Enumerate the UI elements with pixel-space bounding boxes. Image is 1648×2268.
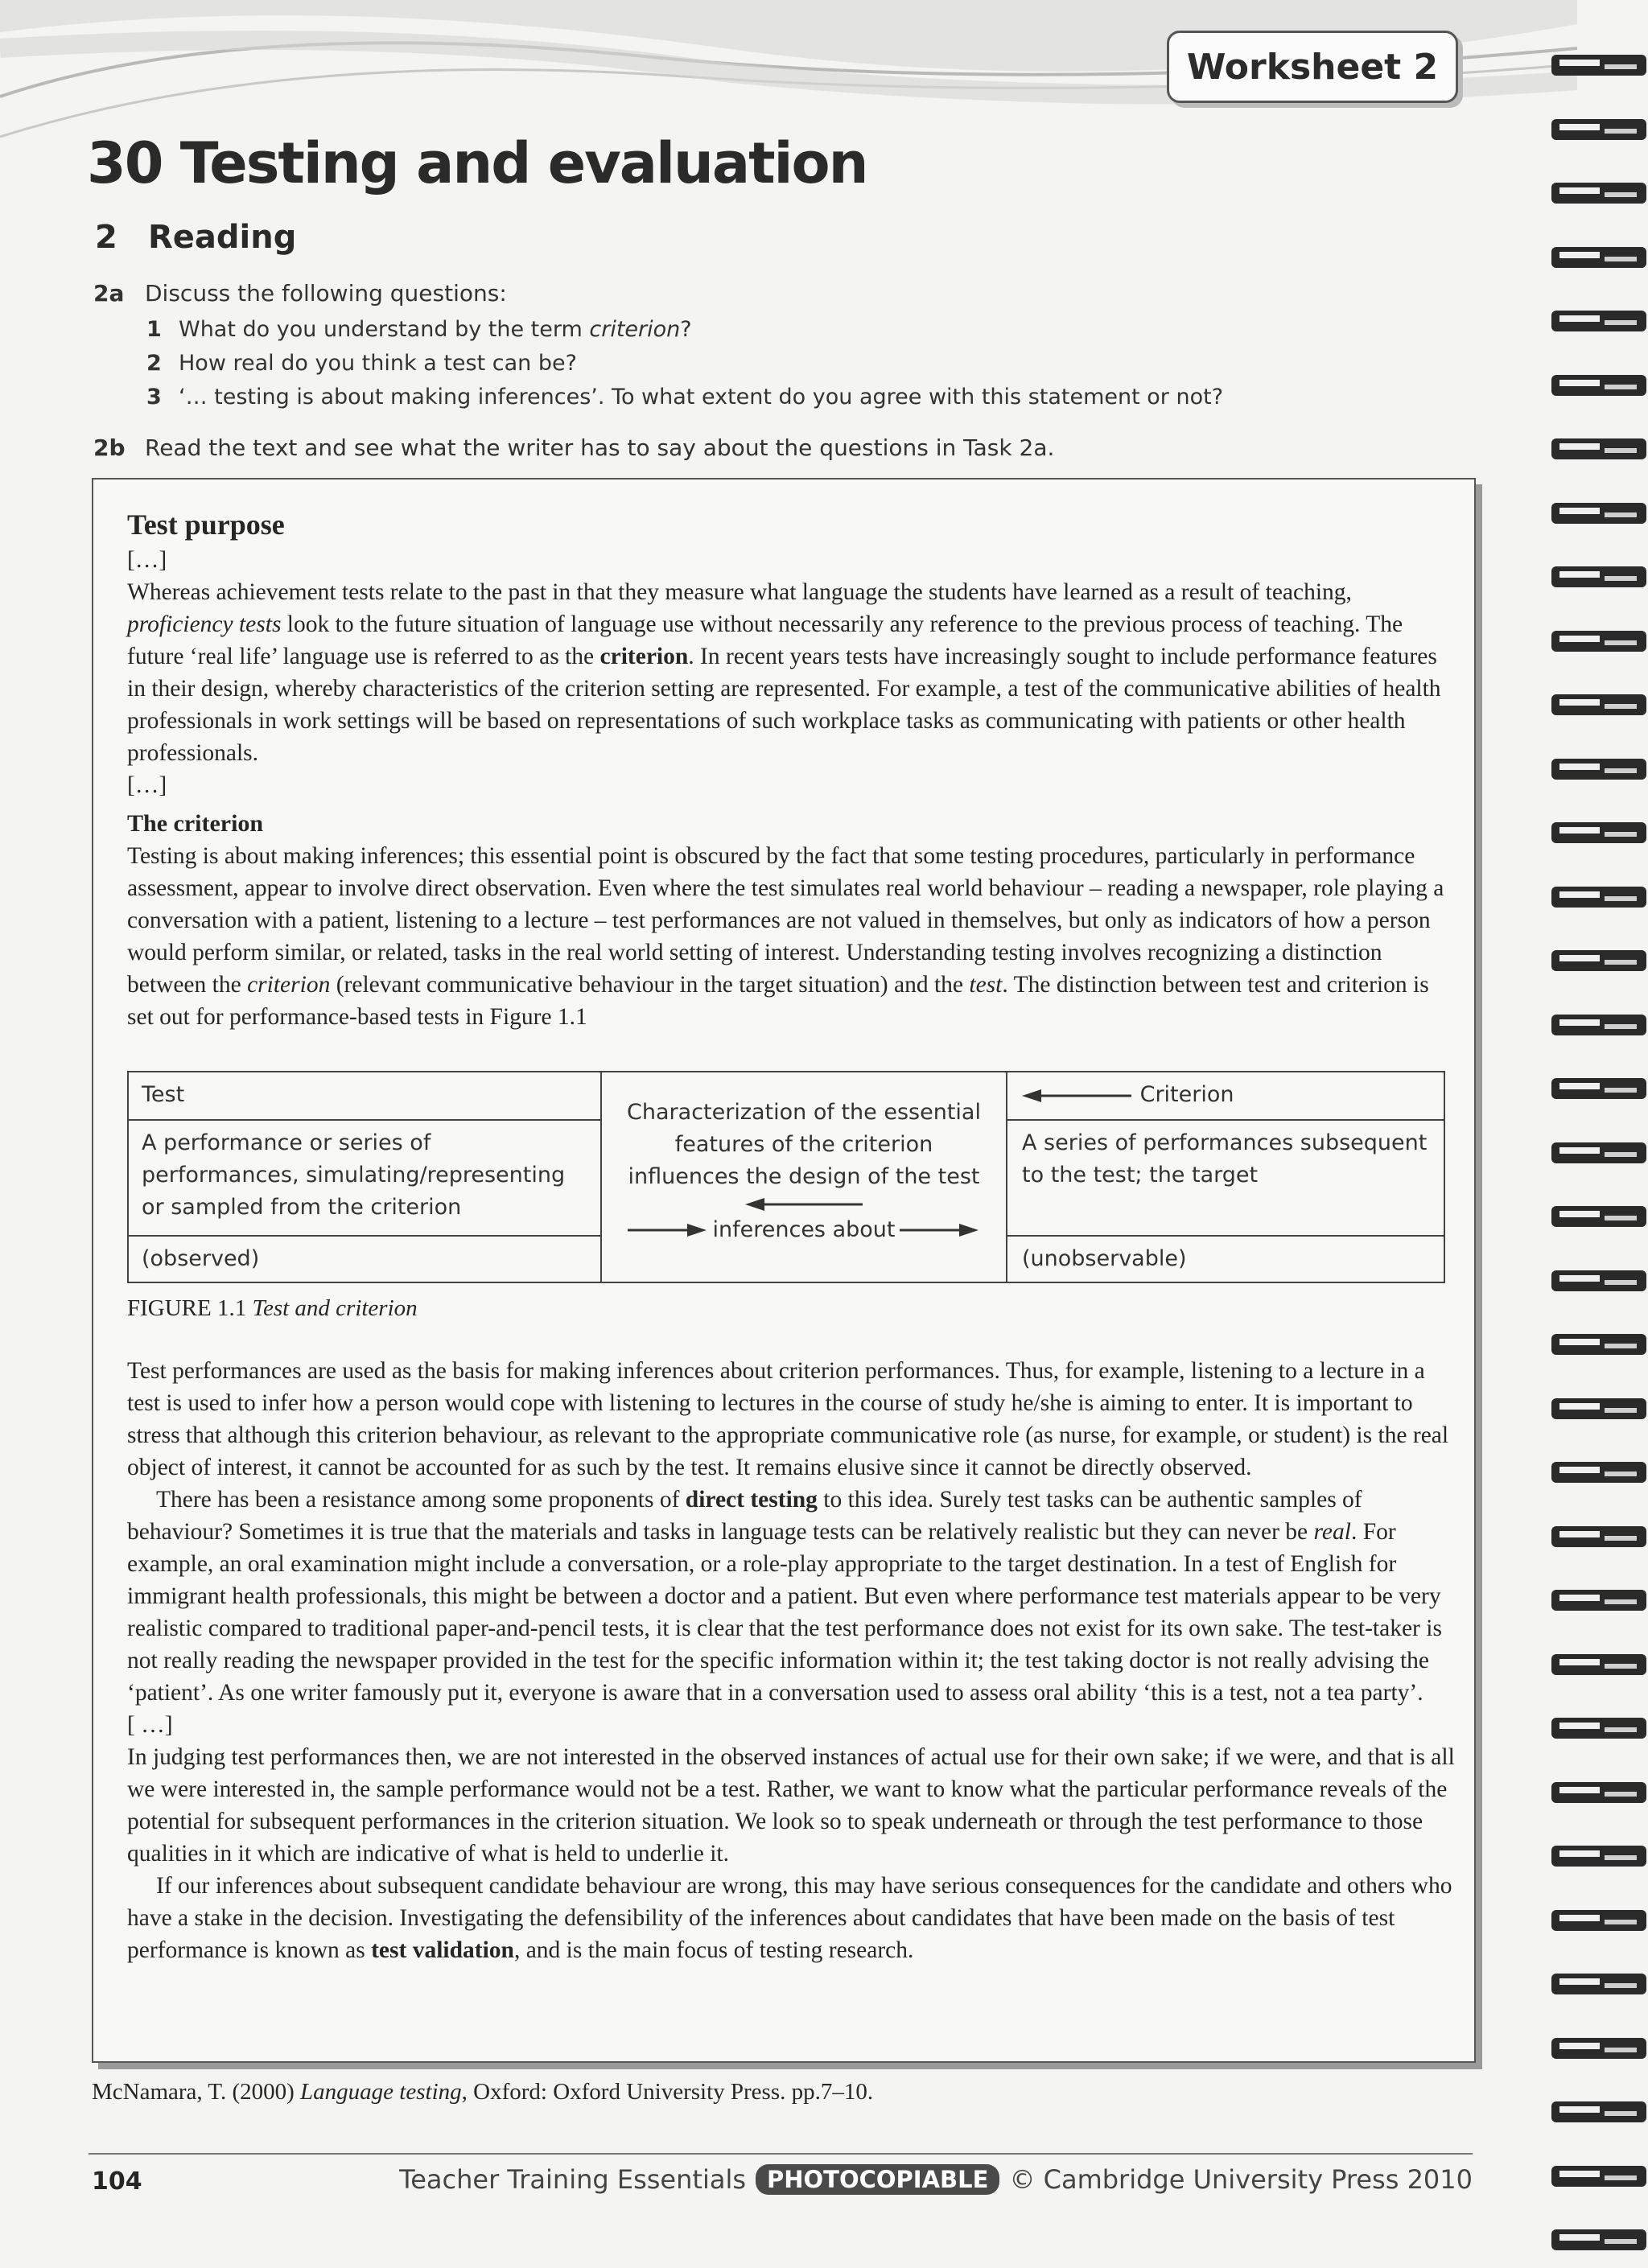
photocopiable-badge: PHOTOCOPIABLE bbox=[756, 2164, 999, 2195]
arrow-left-icon bbox=[744, 1196, 864, 1212]
question-text: ? bbox=[680, 317, 692, 342]
text-run: Whereas achievement tests relate to the past in that they measure what language the students have learned as a result of teaching, bbox=[127, 579, 1352, 605]
spiral-ring bbox=[1551, 303, 1648, 340]
text-run: McNamara, T. (2000) bbox=[92, 2079, 301, 2105]
citation-title: Language testing bbox=[300, 2079, 462, 2105]
spiral-ring bbox=[1551, 686, 1648, 723]
task-2b-text: Read the text and see what the writer has to say about the questions in Task 2a. bbox=[145, 434, 1055, 461]
cell-text: Criterion bbox=[1139, 1082, 1234, 1107]
spiral-ring bbox=[1551, 495, 1648, 532]
spiral-ring bbox=[1551, 367, 1648, 404]
question-text: What do you understand by the term bbox=[179, 317, 590, 342]
question-3 bbox=[146, 385, 1223, 410]
reading-box bbox=[92, 478, 1476, 2063]
spiral-ring bbox=[1551, 2030, 1648, 2067]
text-strong: test validation bbox=[371, 1937, 514, 1963]
text-run: , Oxford: Oxford University Press. pp.7–10. bbox=[461, 2079, 874, 2105]
figure-test-body bbox=[127, 1119, 602, 1237]
cell-text: (unobservable) bbox=[1022, 1246, 1187, 1271]
spiral-ring bbox=[1551, 1262, 1648, 1299]
spiral-ring bbox=[1551, 1646, 1648, 1683]
paragraph-5: In judging test performances then, we are not interested in the observed instances of actual use for their own sake; if we were, and that is all we were interested in, the sample performance would not be a test. Rather, we want to know what the particular performance reveals of the potential for subsequent performances in the criterion situation. We look so to speak underneath or through the test performance to those qualities in it which are indicative of what is held to underlie it. bbox=[127, 1744, 1455, 1867]
citation bbox=[92, 2079, 873, 2105]
spiral-ring bbox=[1551, 1710, 1648, 1747]
figure-middle-bottom bbox=[600, 1214, 1007, 1246]
spiral-ring bbox=[1551, 1774, 1648, 1811]
spiral-ring bbox=[1551, 1134, 1648, 1171]
footer-copyright: © Cambridge University Press 2010 bbox=[1009, 2164, 1473, 2195]
page-title: 30 Testing and evaluation bbox=[87, 130, 867, 196]
question-2 bbox=[146, 351, 577, 376]
page-number: 104 bbox=[92, 2167, 142, 2196]
text-run: . The distinction between test and criterion is set out for performance-based tests in Figure 1.1 bbox=[127, 972, 1429, 1030]
spiral-ring bbox=[1551, 111, 1648, 148]
spiral-ring bbox=[1551, 1326, 1648, 1363]
footer-credits bbox=[399, 2164, 1473, 2195]
spiral-ring bbox=[1551, 1838, 1648, 1875]
spiral-ring bbox=[1551, 623, 1648, 660]
question-number: 3 bbox=[146, 385, 162, 410]
spiral-ring bbox=[1551, 430, 1648, 467]
spiral-ring bbox=[1551, 2093, 1648, 2130]
spiral-ring bbox=[1551, 175, 1648, 212]
spiral-ring bbox=[1551, 1518, 1648, 1555]
arrow-right-icon bbox=[900, 1222, 980, 1238]
question-text: How real do you think a test can be? bbox=[179, 351, 577, 376]
paragraph-3: Test performances are used as the basis for making inferences about criterion performances. Thus, for example, listening to a lecture in a test is used to infer how a person would cope with listening to lectures in the course of study he/she is aiming to enter. It is important to stress that although this criterion behaviour, as relevant to the appropriate communicative role (as nurse, for example, or student) is the real object of interest, it cannot be accounted for as such by the test. It remains elusive since it cannot be directly observed. bbox=[127, 1358, 1449, 1480]
section-number: 2 bbox=[95, 219, 117, 256]
spiral-ring bbox=[1551, 47, 1648, 84]
figure-middle-label: inferences about bbox=[712, 1217, 896, 1242]
ellipsis: [ …] bbox=[127, 1712, 173, 1738]
text-run: (relevant communicative behaviour in the target situation) and the bbox=[330, 972, 970, 998]
text-emphasis: criterion bbox=[247, 972, 331, 998]
figure-test-foot bbox=[127, 1235, 602, 1283]
figure-criterion-foot bbox=[1006, 1235, 1445, 1283]
heading-the-criterion: The criterion bbox=[127, 810, 264, 837]
text-run: . In recent years tests have increasingly sought to include performance features in their design, whereby characteristics of the criterion setting are represented. For example, a test of the communicative abilities of health professionals in work settings will be based on representations of such workplace tasks as communicating with patients or other health professionals. bbox=[127, 644, 1441, 766]
ellipsis: […] bbox=[127, 547, 167, 573]
figure-criterion-head bbox=[1006, 1071, 1445, 1121]
section-label: Reading bbox=[148, 219, 297, 256]
spiral-ring bbox=[1551, 1006, 1648, 1043]
text-run: If our inferences about subsequent candidate behaviour are wrong, this may have serious consequences for the candidate and others who have a stake in the decision. Investigating the defensibility of the inferences about candidates that have been made on the basis of test performance is known as bbox=[127, 1873, 1452, 1963]
spiral-ring bbox=[1551, 1902, 1648, 1939]
figure-middle-text: Characterization of the essential features of the criterion influences the design of the test bbox=[627, 1100, 981, 1189]
text-emphasis: test bbox=[969, 972, 1003, 998]
question-number: 1 bbox=[146, 317, 162, 342]
question-text: ‘… testing is about making inferences’. To what extent do you agree with this statement or not? bbox=[179, 385, 1224, 410]
text-run: Testing is about making inferences; this essential point is obscured by the fact that some testing procedures, particularly in performance assessment, appear to involve direct observation. Even where the test simulates real world behaviour – reading a newspaper, role playing a conversation with a patient, listening to a lecture – test performances are not valued in themselves, but only as indicators of how a person would perform similar, or related, tasks in the real world setting of interest. Understanding testing involves recognizing a distinction between the bbox=[127, 843, 1444, 998]
question-1 bbox=[146, 317, 692, 342]
spiral-ring bbox=[1551, 1198, 1648, 1235]
cell-text: (observed) bbox=[142, 1246, 260, 1271]
text-run: . For example, an oral examination might include a conversation, or a role-play appropriate to the target destination. In a test of English for immigrant health professionals, this might be between a doctor and a patient. But even where performance test materials appear to be very realistic compared to traditional paper-and-pencil tests, it is clear that the test performance does not exist for its own sake. The test-taker is not really reading the newspaper provided in the test for the specific information within it; the test taking doctor is not really advising the ‘patient’. As one writer famously put it, everyone is aware that in a conversation used to assess oral ability ‘this is a test, not a tea party’. bbox=[127, 1519, 1442, 1706]
question-emphasis: criterion bbox=[589, 317, 681, 342]
section-heading bbox=[95, 219, 296, 256]
heading-test-purpose: Test purpose bbox=[127, 508, 285, 541]
spiral-ring bbox=[1551, 239, 1648, 276]
paragraph-2 bbox=[127, 840, 1455, 1033]
figure-test-head bbox=[127, 1071, 602, 1121]
paragraph-1 bbox=[127, 576, 1455, 769]
spiral-ring bbox=[1551, 1582, 1648, 1619]
figure-table bbox=[127, 1071, 1445, 1283]
task-2a-label: 2a bbox=[93, 280, 125, 307]
reading-part-2 bbox=[127, 1355, 1455, 1966]
text-emphasis: real bbox=[1313, 1519, 1351, 1545]
caption-title: Test and criterion bbox=[252, 1295, 418, 1321]
ellipsis: […] bbox=[127, 772, 167, 798]
spiral-ring bbox=[1551, 2221, 1648, 2258]
paragraph-6 bbox=[127, 1870, 1455, 1966]
text-strong: direct testing bbox=[685, 1487, 818, 1513]
text-strong: criterion bbox=[599, 644, 689, 669]
cell-text: A performance or series of performances, simulating/representing or sampled from the criterion bbox=[142, 1130, 566, 1220]
text-run: , and is the main focus of testing research. bbox=[513, 1937, 914, 1963]
reading-part-1 bbox=[127, 508, 1455, 1033]
text-emphasis: proficiency tests bbox=[127, 611, 282, 637]
spiral-ring bbox=[1551, 751, 1648, 788]
text-run: look to the future situation of language use without necessarily any reference to the previous process of teaching. The future ‘real life’ language use is referred to as the bbox=[127, 611, 1403, 669]
task-2b-label: 2b bbox=[93, 434, 126, 461]
figure-middle bbox=[600, 1071, 1007, 1283]
figure-caption bbox=[127, 1295, 418, 1322]
text-run: to this idea. Surely test tasks can be authentic samples of behaviour? Sometimes it is true that the materials and tasks in language tests can be relatively realistic but they can never be bbox=[127, 1487, 1362, 1545]
spiral-ring bbox=[1551, 1965, 1648, 2003]
text-run: There has been a resistance among some proponents of bbox=[156, 1487, 686, 1513]
spiral-ring bbox=[1551, 879, 1648, 916]
worksheet-tab: Worksheet 2 bbox=[1167, 31, 1458, 103]
paragraph-4 bbox=[127, 1484, 1455, 1709]
footer-series: Teacher Training Essentials bbox=[399, 2164, 746, 2195]
spiral-ring bbox=[1551, 558, 1648, 595]
task-2a-text: Discuss the following questions: bbox=[145, 280, 507, 307]
spiral-ring bbox=[1551, 1390, 1648, 1427]
arrow-left-icon bbox=[1020, 1088, 1133, 1104]
spiral-ring bbox=[1551, 2158, 1648, 2195]
caption-number: FIGURE 1.1 bbox=[127, 1295, 253, 1321]
arrow-right-icon bbox=[628, 1222, 708, 1238]
figure-criterion-body bbox=[1006, 1119, 1445, 1237]
question-number: 2 bbox=[146, 351, 162, 376]
spiral-binding bbox=[1551, 0, 1648, 2268]
spiral-ring bbox=[1551, 814, 1648, 851]
spiral-ring bbox=[1551, 1070, 1648, 1107]
spiral-ring bbox=[1551, 1454, 1648, 1491]
cell-text: A series of performances subsequent to the test; the target bbox=[1022, 1130, 1428, 1188]
spiral-ring bbox=[1551, 942, 1648, 979]
footer-rule bbox=[89, 2153, 1473, 2155]
cell-text: Test bbox=[142, 1082, 185, 1107]
